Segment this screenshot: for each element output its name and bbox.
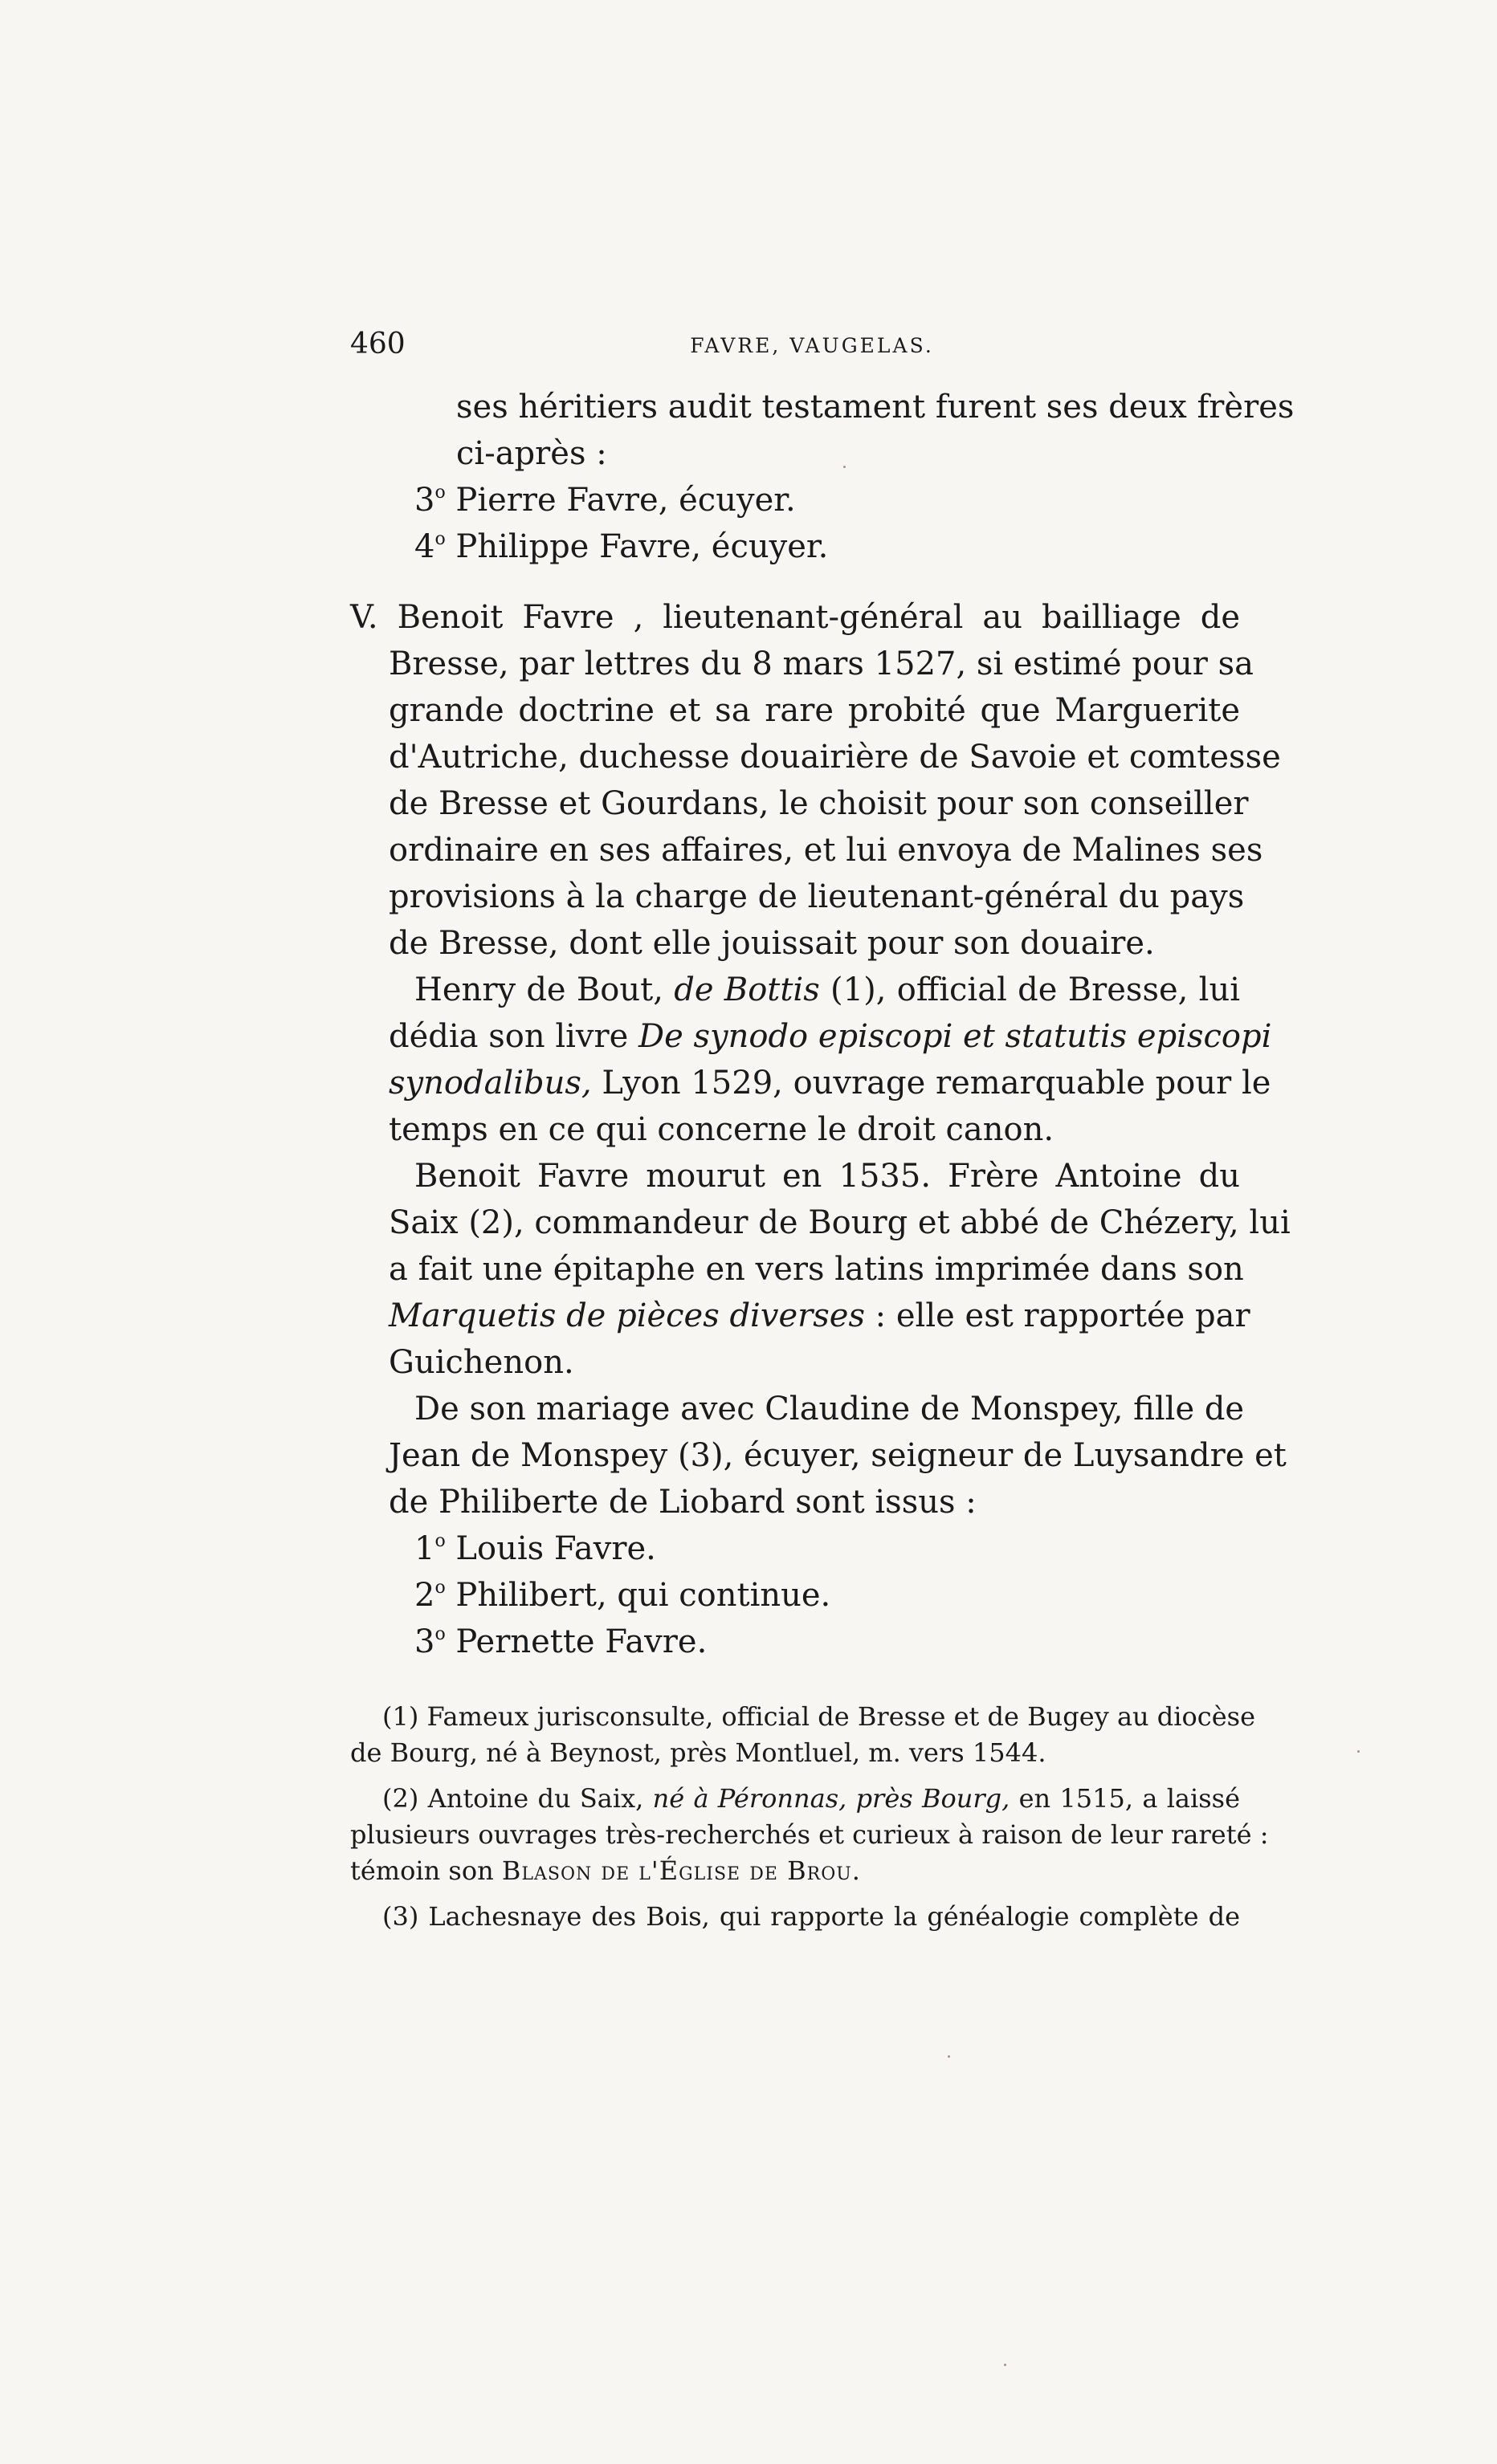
- text-line: Saix (2), commandeur de Bourg et abbé de Chézery, lui: [389, 1204, 1291, 1241]
- text-line: de Bresse, dont elle jouissait pour son douaire.: [389, 925, 1155, 962]
- list-item: 4$^o$ Philippe Favre, écuyer.: [414, 528, 829, 565]
- text-line: De son mariage avec Claudine de Monspey, fille de: [414, 1391, 1245, 1427]
- text-line: Bresse, par lettres du 8 mars 1527, si estimé pour sa: [389, 646, 1254, 682]
- text-line: Henry de Bout, de Bottis (1), official de Bresse, lui: [414, 971, 1241, 1008]
- footnote-line: plusieurs ouvrages très-recherchés et curieux à raison de leur rareté :: [350, 1819, 1269, 1850]
- main-text: [350, 384, 1295, 1665]
- paragraph: [350, 1153, 1291, 1386]
- scan-speck: [1004, 2364, 1006, 2366]
- text-line: V. Benoit Favre , lieutenant-général au bailliage de: [350, 599, 1240, 636]
- text-line: Benoit Favre mourut en 1535. Frère Antoine du: [414, 1158, 1240, 1195]
- text-line: Guichenon.: [389, 1344, 574, 1381]
- footnote-line: témoin son Blason de l'Église de Brou.: [350, 1855, 861, 1886]
- text-line: Marquetis de pièces diverses : elle est rapportée par: [389, 1297, 1250, 1334]
- footnote-line: (1) Fameux jurisconsulte, official de Bresse et de Bugey au diocèse: [382, 1701, 1255, 1732]
- scan-speck: [843, 466, 846, 468]
- list-item: 3$^o$ Pernette Favre.: [414, 1623, 708, 1660]
- scan-speck: [1357, 1750, 1360, 1753]
- text-line: de Philiberte de Liobard sont issus :: [389, 1484, 977, 1521]
- footnote-2: [350, 1781, 1269, 1889]
- text-line: a fait une épitaphe en vers latins imprimée dans son: [389, 1251, 1244, 1288]
- footnote-line: de Bourg, né à Beynost, près Montluel, m. vers 1544.: [350, 1737, 1046, 1768]
- text-line: temps en ce qui concerne le droit canon.: [389, 1111, 1054, 1148]
- footnote-line: (2) Antoine du Saix, né à Péronnas, près Bourg, en 1515, a laissé: [382, 1783, 1241, 1814]
- paragraph: [350, 967, 1272, 1153]
- page-header: [350, 328, 1234, 376]
- text-line: Jean de Monspey (3), écuyer, seigneur de Luysandre et: [389, 1437, 1287, 1474]
- text-line: ci-après :: [456, 435, 607, 472]
- text-line: provisions à la charge de lieutenant-général du pays: [389, 878, 1245, 915]
- footnote-1: [350, 1699, 1255, 1771]
- text-line: grande doctrine et sa rare probité que Marguerite: [389, 692, 1240, 729]
- list-item: 3$^o$ Pierre Favre, écuyer.: [414, 482, 796, 519]
- running-title: FAVRE, VAUGELAS.: [690, 334, 934, 357]
- list-item: 1$^o$ Louis Favre.: [414, 1530, 656, 1567]
- text-line: synodalibus, Lyon 1529, ouvrage remarquable pour le: [389, 1065, 1271, 1102]
- text-line: d'Autriche, duchesse douairière de Savoie et comtesse: [389, 739, 1281, 776]
- page-number: 460: [350, 328, 406, 360]
- footnote-3: [350, 1899, 1240, 1935]
- list-item: 2$^o$ Philibert, qui continue.: [414, 1577, 831, 1614]
- paragraph: [350, 1386, 1287, 1525]
- text-line: dédia son livre De synodo episcopi et statutis episcopi: [389, 1018, 1272, 1055]
- text-line: de Bresse et Gourdans, le choisit pour son conseiller: [389, 785, 1249, 822]
- footnote-line: (3) Lachesnaye des Bois, qui rapporte la généalogie complète de: [382, 1901, 1240, 1932]
- text-line: ses héritiers audit testament furent ses deux frères: [456, 389, 1295, 426]
- scan-speck: [948, 2055, 950, 2058]
- footnotes: [350, 1699, 1269, 1935]
- text-line: ordinaire en ses affaires, et lui envoya de Malines ses: [389, 832, 1263, 869]
- paragraph: [350, 594, 1281, 967]
